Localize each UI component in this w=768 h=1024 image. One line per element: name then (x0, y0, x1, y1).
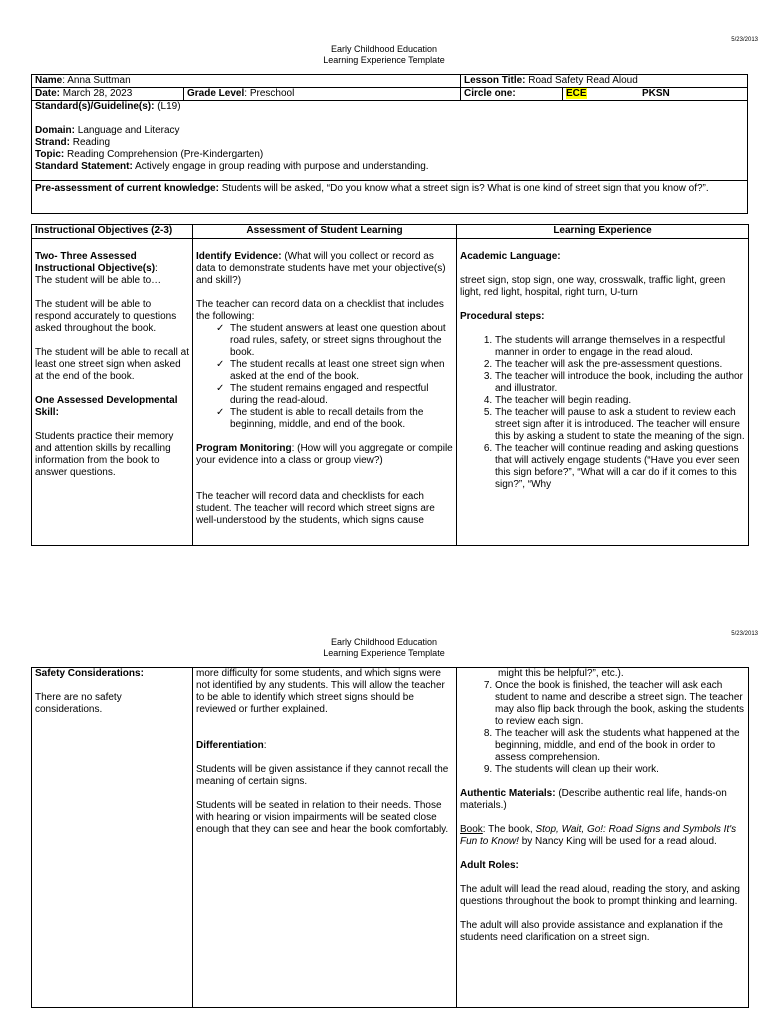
date-stamp: 5/23/2013 (731, 37, 758, 43)
circle-one-label: Circle one: (461, 88, 563, 101)
objective-2: The student will be able to recall at least one street sign when asked at the end of the book. (35, 347, 189, 382)
objectives-cell: Two- Three Assessed Instructional Objective(s): The student will be able to… The student will be able to respond accurately to questions asked throughout the book. The student will be able to recall at least one street sign when asked at the end of the book. One Assessed Developmental Skill: Students practice their memory and attention skills by recalling information from the book to answer questions. (32, 239, 193, 546)
procedural-steps-continued (460, 680, 745, 776)
column-header-learning: Learning Experience (457, 225, 749, 239)
academic-language: street sign, stop sign, one way, crosswalk, traffic light, green light, red light, hospital, right turn, U-turn (460, 275, 726, 298)
name-cell: Name: Anna Suttman (32, 75, 461, 88)
date-cell: Date: March 28, 2023 (32, 88, 184, 101)
lesson-table-continued (31, 667, 749, 1008)
step-item: 2. The teacher will ask the pre-assessment questions. (495, 359, 745, 371)
step-item: 7. Once the book is finished, the teacher will ask each student to name and describe a street sign. The teacher may also flip back through the book, asking the students to review each sign. (495, 680, 745, 728)
developmental-skill: Students practice their memory and attention skills by recalling information from the book to answer questions. (35, 431, 174, 478)
learning-experience-cell: Academic Language: street sign, stop sign, one way, crosswalk, traffic light, green light, red light, hospital, right turn, U-turn Procedural steps: 1. The students will arrange themselves in a respectful manner in order to engage in the read aloud. 2. The teacher will ask the pre-assessment questions. 3. The teacher will introduce the book, including the author and illustrator. 4. The teacher will begin reading. 5. The teacher will pause to ask a student to review each street sign after it is introduced. The teacher will ensure this by asking a student to state the meaning of the sign. 6. The teacher will continue reading and asking questions that will actively engage students (“Have you ever seen this sign before?”, “What will a car do if it comes to this sign?”, “Why (457, 239, 749, 546)
page-2 (0, 620, 768, 1024)
step-item: 5. The teacher will pause to ask a student to review each street sign after it is introduced. The teacher will ensure this by asking a student to state the meaning of the sign. (495, 407, 745, 443)
grade-level-cell: Grade Level: Preschool (184, 88, 461, 101)
step-item: 4. The teacher will begin reading. (495, 395, 745, 407)
doc-subtitle: Learning Experience Template (323, 648, 445, 658)
lesson-table (31, 224, 749, 546)
standards-cell: Standard(s)/Guideline(s): (L19) Domain: Language and Literacy Strand: Reading Topic: Reading Comprehension (Pre-Kindergarten) Standard Statement: Actively engage in group reading with purpose and understanding. (32, 101, 748, 181)
learning-continued-cell: might this be helpful?”, etc.). 7. Once the book is finished, the teacher will ask each student to name and describe a street sign. The teacher may also flip back through the book, asking the students to review each sign. 8. The teacher will ask the students what happened at the beginning, middle, and end of the book in order to assess comprehension. 9. The students will clean up their work. Authentic Materials: (Describe authentic real life, hands-on materials.) Book: The book, Stop, Wait, Go!: Road Signs and Symbols It's Fun to Know! by Nancy King will be used for a read aloud. Adult Roles: The adult will lead the read aloud, reading the story, and asking questions throughout the book to prompt thinking and learning. The adult will also provide assistance and explanation if the students need clarification on a street sign. (457, 668, 749, 1008)
step-item: 3. The teacher will introduce the book, including the author and illustrator. (495, 371, 745, 395)
checklist-item: ✓ The student recalls at least one street sign when asked at the end of the book. (216, 359, 453, 383)
step-item: 6. The teacher will continue reading and asking questions that will actively engage students (“Have you ever seen this sign before?”, “What will a car do if it comes to this sign?”, “Why (495, 443, 745, 491)
pre-assessment-cell: Pre-assessment of current knowledge: Students will be asked, “Do you know what a street sign is? What is one kind of street sign that you know of?”. (32, 181, 748, 214)
objective-1: The student will be able to respond accurately to questions asked throughout the book. (35, 299, 177, 334)
checklist-item: ✓ The student is able to recall details from the beginning, middle, and end of the book. (216, 407, 453, 431)
circle-option-pksn: PKSN (639, 88, 748, 101)
checklist-item: ✓ The student remains engaged and respectful during the read-aloud. (216, 383, 453, 407)
assessment-cell: Identify Evidence: (What will you collect or record as data to demonstrate students have met your objective(s) and skill?) The teacher can record data on a checklist that includes the following: ✓ The student answers at least one question about road rules, safety, or street signs throughout the book. ✓ The student recalls at least one street sign when asked at the end of the book. ✓ The student remains engaged and respectful during the read-aloud. ✓ The student is able to recall details from the beginning, middle, and end of the book. Program Monitoring: (How will you aggregate or compile your evidence into a class or group view?) The teacher will record data and checklists for each student. The teacher will record which street signs are well-understood by the students, which signs cause (193, 239, 457, 546)
step-item: 9. The students will clean up their work. (495, 764, 745, 776)
date-stamp: 5/23/2013 (731, 631, 758, 637)
assessment-continued-cell: more difficulty for some students, and which signs were not identified by any students. This will allow the teacher to be able to identify which street signs should be reviewed or further explained. Differentiation: Students will be given assistance if they cannot recall the meaning of certain signs. Students will be seated in relation to their needs. Those with hearing or vision impairments will be seated close enough that they can see and hear the book comfortably. (193, 668, 457, 1008)
lesson-title-cell: Lesson Title: Road Safety Read Aloud (461, 75, 748, 88)
doc-title: Early Childhood Education (330, 44, 438, 54)
circle-option-ece: ECE (563, 88, 640, 101)
info-table (31, 74, 748, 214)
procedural-steps (460, 335, 745, 491)
step-item: 8. The teacher will ask the students what happened at the beginning, middle, and end of the book in order to assess comprehension. (495, 728, 745, 764)
column-header-objectives: Instructional Objectives (2-3) (32, 225, 193, 239)
doc-title: Early Childhood Education (330, 637, 438, 647)
safety-cell: Safety Considerations: There are no safety considerations. (32, 668, 193, 1008)
doc-subtitle: Learning Experience Template (323, 55, 445, 65)
evidence-checklist (196, 323, 453, 431)
column-header-assessment: Assessment of Student Learning (193, 225, 457, 239)
checklist-item: ✓ The student answers at least one question about road rules, safety, or street signs throughout the book. (216, 323, 453, 359)
step-item: 1. The students will arrange themselves in a respectful manner in order to engage in the read aloud. (495, 335, 745, 359)
